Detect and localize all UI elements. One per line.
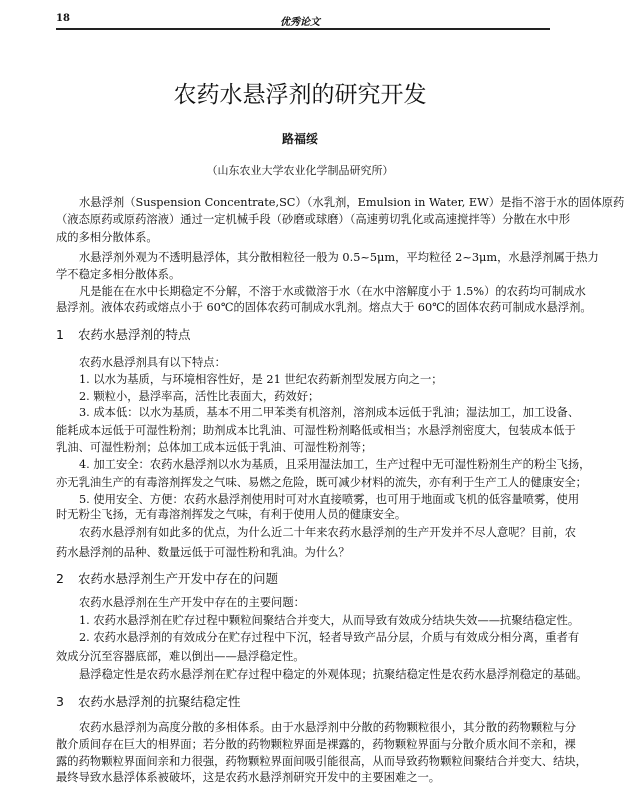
text-line: 乳油、可湿性粉剂；总体加工成本远低于乳油、可湿性粉剂等； (56, 441, 373, 454)
section-number: 1 (56, 327, 64, 342)
text-line: 1. 以水为基质，与环境相容性好，是 21 世纪农药新剂型发展方向之一； (79, 373, 443, 386)
page-number: 18 (56, 13, 70, 24)
affiliation: （山东农业大学农业化学制品研究所） (206, 164, 394, 177)
text-line: 农药水悬浮剂在生产开发中存在的主要问题： (79, 596, 305, 609)
section-number: 3 (56, 694, 64, 709)
text-line: 水悬浮剂外观为不透明悬浮体，其分散相粒径一般为 0.5~5μm，平均粒径 2~3μm，水悬浮剂属于热力 (79, 251, 599, 264)
text-line: 4. 加工安全：农药水悬浮剂以水为基质，且采用湿法加工，生产过程中无可湿性粉剂生产的粉尘飞扬， (79, 458, 591, 471)
text-line: 效成分沉至容器底部，难以倒出——悬浮稳定性。 (56, 650, 305, 663)
text-line: 农药水悬浮剂具有以下特点： (79, 356, 226, 369)
text-line: 农药水悬浮剂有如此多的优点，为什么近二十年来农药水悬浮剂的生产开发并不尽人意呢？目前，农 (79, 526, 577, 539)
header-rule (56, 28, 550, 30)
article-title: 农药水悬浮剂的研究开发 (173, 82, 427, 108)
section-number: 2 (56, 571, 64, 586)
text-line: 凡是能在在水中长期稳定不分解，不溶于水或微溶于水（在水中溶解度小于 1.5%）的农药均可制成水 (79, 285, 586, 298)
section-title: 农药水悬浮剂的特点 (78, 327, 191, 342)
text-line: 2. 颗粒小，悬浮率高，活性比表面大，药效好； (79, 390, 320, 403)
text-line: 1. 农药水悬浮剂在贮存过程中颗粒间聚结合并变大，从而导致有效成分结块失效——抗聚结稳定性。 (79, 614, 580, 627)
text-line: 时无粉尘飞扬，无有毒溶剂挥发之气味，有利于使用人员的健康安全。 (56, 508, 407, 521)
text-line: 悬浮剂。液体农药或熔点小于 60℃的固体农药可制成水乳剂。熔点大于 60℃的固体农药可制成水悬浮剂。 (56, 301, 592, 314)
text-line: 能耗成本远低于可湿性粉剂；助剂成本比乳油、可湿性粉剂略低或相当；水悬浮剂密度大，包装成本低于 (56, 424, 576, 437)
text-line: 学不稳定多相分散体系。 (56, 268, 181, 281)
text-line: 5. 使用安全、方便：农药水悬浮剂使用时可对水直接喷雾，也可用于地面或飞机的低容量喷雾，使用 (79, 493, 580, 506)
text-line: 最终导致水悬浮体系被破坏，这是农药水悬浮剂研究开发中的主要困难之一。 (56, 771, 441, 784)
text-line: （液态原药或原药溶液）通过一定机械手段（砂磨或球磨）（高速剪切乳化或高速搅拌等）分散在水中形 (56, 213, 571, 226)
text-line: 露的药物颗粒界面间亲和力很强，药物颗粒界面间吸引能很高，从而导致药物颗粒间聚结合并变大、结块， (56, 755, 587, 768)
section-title: 农药水悬浮剂生产开发中存在的问题 (78, 571, 279, 586)
text-line: 药水悬浮剂的品种、数量远低于可湿性粉和乳油。为什么？ (56, 546, 350, 559)
section3-heading (56, 694, 241, 710)
text-line: 水悬浮剂（Suspension Concentrate,SC）（水乳剂，Emulsion in Water, EW）是指不溶于水的固体原药 (79, 196, 624, 209)
text-line: 3. 成本低：以水为基质，基本不用二甲苯类有机溶剂，溶剂成本远低于乳油；湿法加工，加工设备、 (79, 406, 580, 419)
section2-heading (56, 571, 278, 587)
text-line: 亦无乳油生产的有毒溶剂挥发之气味、易燃之危险，既可减少材料的流失，亦有利于生产工人的健康安全； (56, 476, 587, 489)
text-line: 农药水悬浮剂为高度分散的多相体系。由于水悬浮剂中分散的药物颗粒很小，其分散的药物颗粒与分 (79, 721, 577, 734)
text-line: 悬浮稳定性是农药水悬浮剂在贮存过程中稳定的外观体现；抗聚结稳定性是农药水悬浮剂稳定的基础。 (79, 668, 588, 681)
section1-heading (56, 327, 191, 343)
author: 路福绥 (281, 132, 318, 146)
section-title: 农药水悬浮剂的抗聚结稳定性 (78, 694, 241, 709)
journal-header: 优秀论文 (280, 17, 320, 28)
text-line: 成的多相分散体系。 (56, 231, 158, 244)
text-line: 2. 农药水悬浮剂的有效成分在贮存过程中下沉，轻者导致产品分层，介质与有效成分相分离，重者有 (79, 631, 580, 644)
text-line: 散介质间存在巨大的相界面；若分散的药物颗粒界面是裸露的，药物颗粒界面与分散介质水间不亲和，裸 (56, 738, 576, 751)
